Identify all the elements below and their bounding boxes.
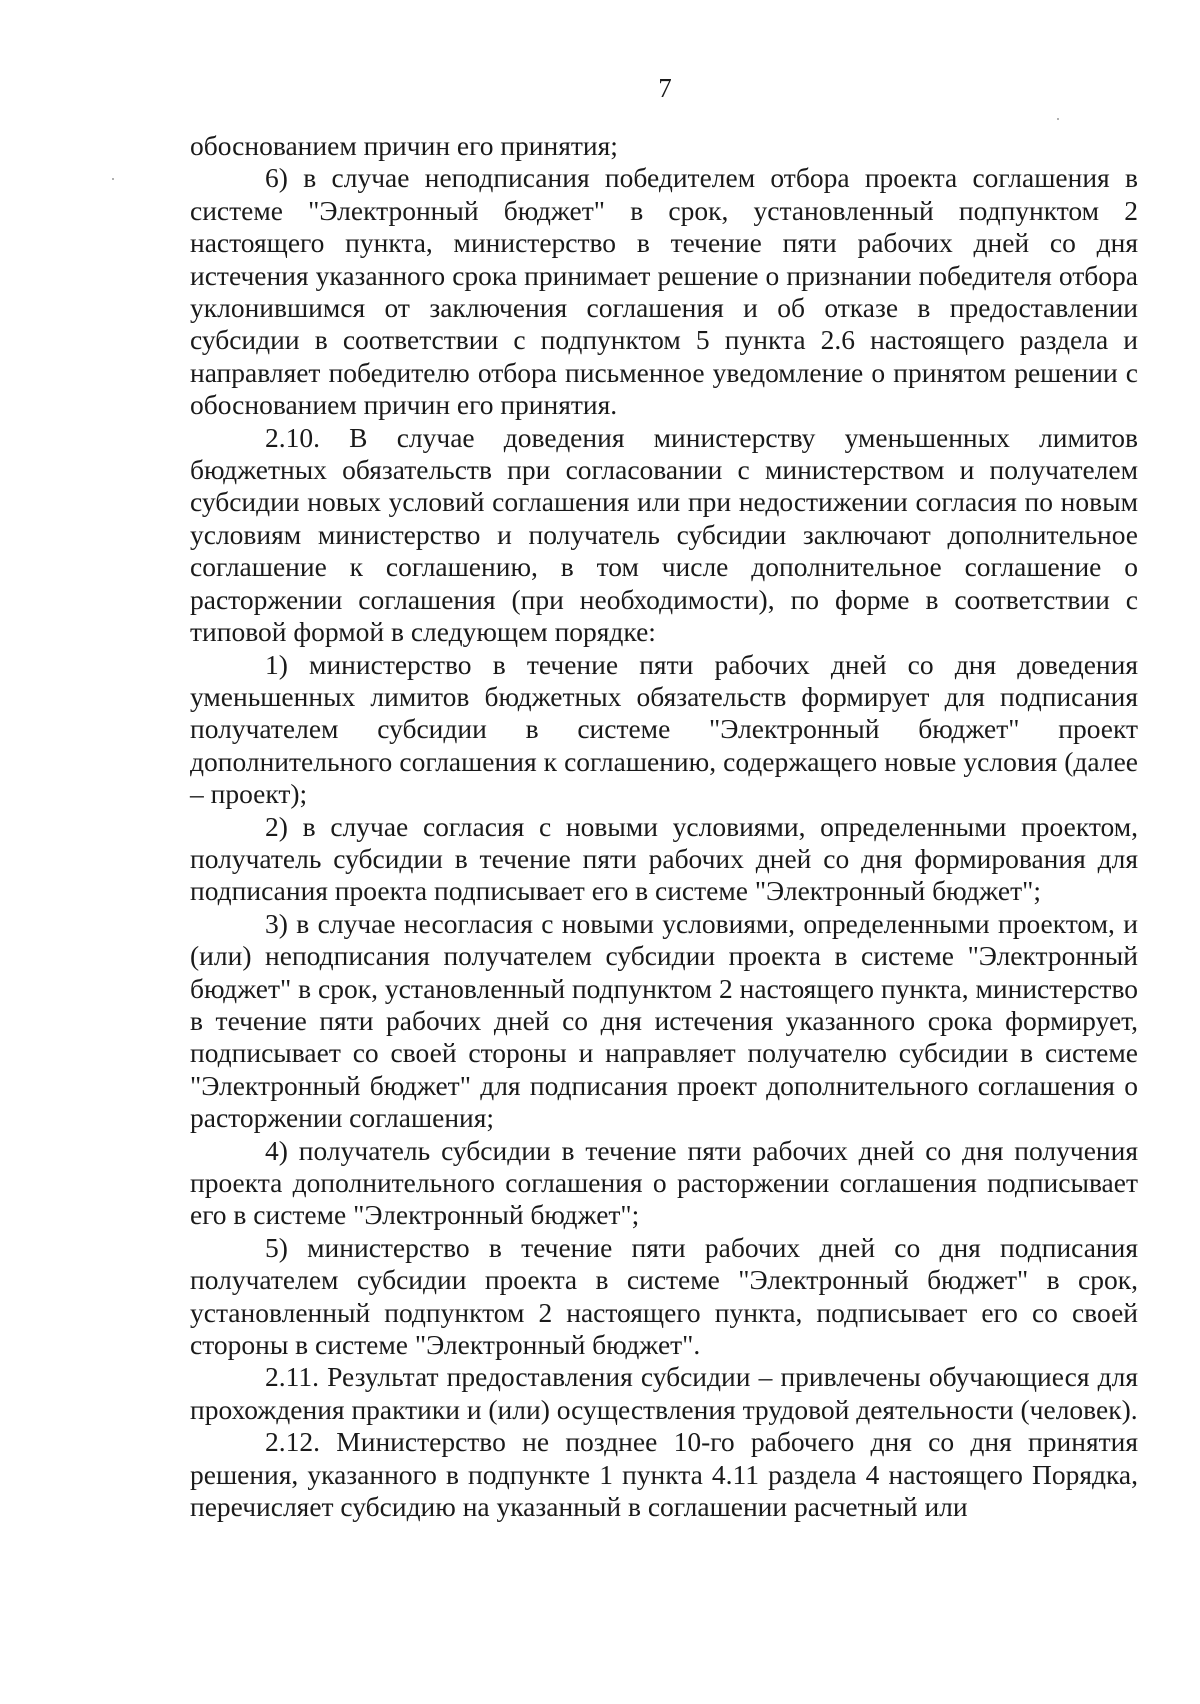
paragraph-item-5: 5) министерство в течение пяти рабочих дней со дня подписания получателем субсидии проекта в системе "Электронный бюджет" в срок, установленный подпунктом 2 настоящего пункта, подписывает его со своей стороны в системе "Электронный бюджет".: [190, 1231, 1138, 1361]
paragraph-item-6: 6) в случае неподписания победителем отбора проекта соглашения в системе "Электронный бюджет" в срок, установленный подпунктом 2 настоящего пункта, министерство в течение пяти рабочих дней со дня истечения указанного срока принимает решение о признании победителя отбора уклонившимся от заключения соглашения и об отказе в предоставлении субсидии в соответствии с подпунктом 5 пункта 2.6 настоящего раздела и направляет победителю отбора письменное уведомление о принятом решении с обоснованием причин его принятия.: [190, 162, 1138, 421]
document-body: [190, 130, 1138, 1523]
paragraph-item-3: 3) в случае несогласия с новыми условиями, определенными проектом, и (или) неподписания получателем субсидии проекта в системе "Электронный бюджет" в срок, установленный подпунктом 2 настоящего пункта, министерство в течение пяти рабочих дней со дня истечения указанного срока формирует, подписывает со своей стороны и направляет получателю субсидии в системе "Электронный бюджет" для подписания проект дополнительного соглашения о расторжении соглашения;: [190, 907, 1138, 1134]
paragraph-item-2: 2) в случае согласия с новыми условиями, определенными проектом, получатель субсидии в течение пяти рабочих дней со дня формирования для подписания проекта подписывает его в системе "Электронный бюджет";: [190, 810, 1138, 907]
paragraph-2-10: 2.10. В случае доведения министерству уменьшенных лимитов бюджетных обязательств при согласовании с министерством и получателем субсидии новых условий соглашения или при недостижении согласия по новым условиям министерство и получатель субсидии заключают дополнительное соглашение к соглашению, в том числе дополнительное соглашение о расторжении соглашения (при необходимости), по форме в соответствии с типовой формой в следующем порядке:: [190, 421, 1138, 648]
page-number: 7: [658, 73, 672, 103]
scan-speck: [1057, 118, 1059, 120]
paragraph-item-1: 1) министерство в течение пяти рабочих дней со дня доведения уменьшенных лимитов бюджетных обязательств формирует для подписания получателем субсидии в системе "Электронный бюджет" проект дополнительного соглашения к соглашению, содержащего новые условия (далее – проект);: [190, 648, 1138, 810]
paragraph-2-11: 2.11. Результат предоставления субсидии – привлечены обучающиеся для прохождения практики и (или) осуществления трудовой деятельности (человек).: [190, 1361, 1138, 1425]
paragraph-continuation: обоснованием причин его принятия;: [190, 130, 618, 161]
paragraph-2-12: 2.12. Министерство не позднее 10-го рабочего дня со дня принятия решения, указанного в подпункте 1 пункта 4.11 раздела 4 настоящего Порядка, перечисляет субсидию на указанный в соглашении расчетный или: [190, 1426, 1138, 1523]
paragraph-item-4: 4) получатель субсидии в течение пяти рабочих дней со дня получения проекта дополнительного соглашения о расторжении соглашения подписывает его в системе "Электронный бюджет";: [190, 1134, 1138, 1231]
scan-speck: [112, 178, 114, 180]
